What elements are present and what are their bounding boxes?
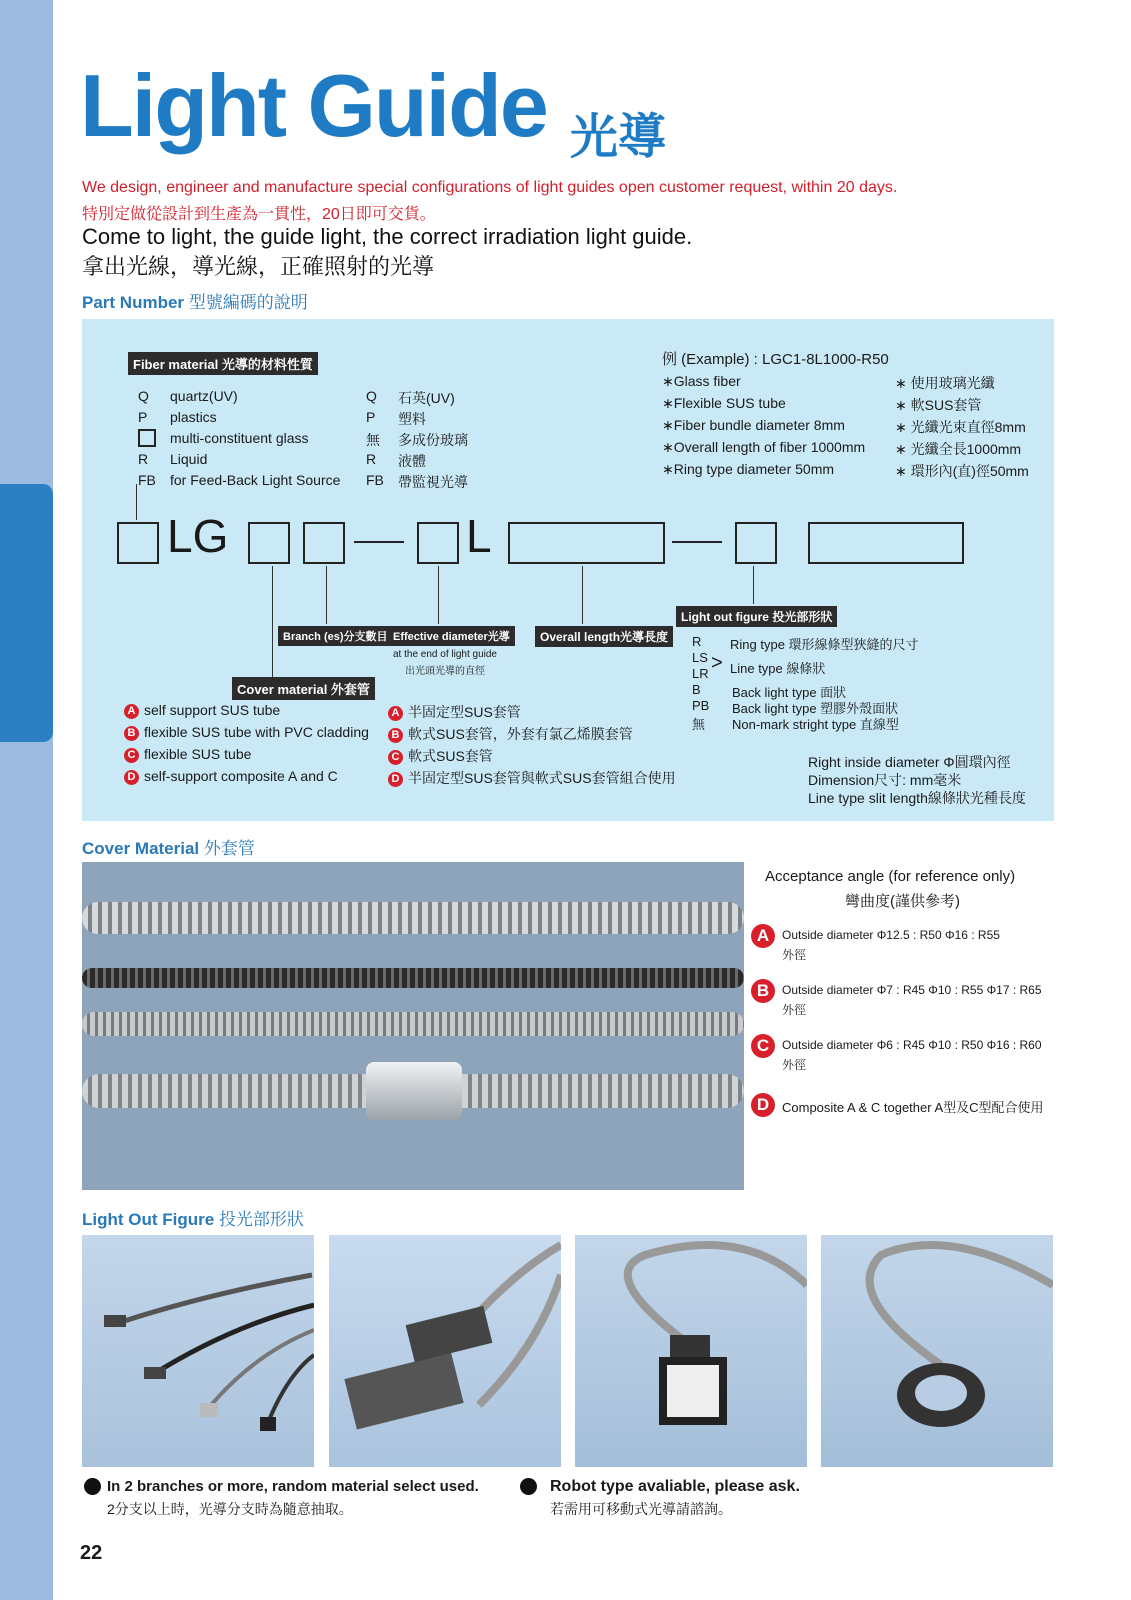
- page-number: 22: [80, 1542, 103, 1564]
- fiber-code2-q: Q: [366, 388, 377, 404]
- note-2-zh: 若需用可移動式光導請諮詢。: [550, 1501, 732, 1517]
- example-en-4: ∗Overall length of fiber 1000mm: [662, 439, 866, 455]
- accept-title-zh: 彎曲度(謹供參考): [845, 893, 960, 910]
- fiber-code2-none: 無: [366, 432, 380, 448]
- effective-diameter-label: Effective diameter光導: [388, 626, 515, 646]
- photo-line-type: [329, 1235, 561, 1467]
- fiber-zh-fb: 帶監視光導: [398, 474, 468, 490]
- example-en-5: ∗Ring type diameter 50mm: [662, 461, 835, 477]
- accept-title: Acceptance angle (for reference only): [765, 868, 1016, 885]
- mark-c-icon: C: [124, 748, 139, 763]
- overall-length-label: Overall length光導長度: [535, 626, 673, 647]
- cover-row-c-zh: C 軟式SUS套管: [388, 746, 493, 766]
- cover-material-heading: Cover Material 外套管: [82, 839, 255, 858]
- code-box-branch: [303, 522, 345, 564]
- code-box-lightout: [735, 522, 777, 564]
- example-title: 例 (Example) : LGC1-8L1000-R50: [662, 351, 889, 368]
- tagline-zh: 拿出光線，導光線，正確照射的光導: [82, 254, 435, 279]
- example-en-3: ∗Fiber bundle diameter 8mm: [662, 417, 845, 433]
- intro-en: We design, engineer and manufacture special configurations of light guides open customer request, within 20 days.: [82, 179, 898, 196]
- mark-d-icon: D: [751, 1093, 775, 1117]
- tube-c: [82, 1012, 744, 1036]
- mark-d-icon: D: [124, 770, 139, 785]
- fiber-code2-fb: FB: [366, 472, 384, 488]
- fiber-zh-r: 液體: [398, 453, 426, 469]
- code-dash-1: [354, 541, 404, 543]
- accept-c-line2: 外徑: [782, 1058, 807, 1072]
- cover-row-a-zh: A 半固定型SUS套管: [388, 702, 521, 722]
- tube-b: [82, 968, 744, 988]
- fiber-en-p: plastics: [170, 409, 217, 425]
- fiber-en-r: Liquid: [170, 451, 208, 467]
- fiber-code2-p: P: [366, 409, 376, 425]
- cover-row-d: D self-support composite A and C: [124, 768, 338, 785]
- photo-back-light: [575, 1235, 807, 1467]
- code-lg: LG: [167, 510, 229, 562]
- page-title: Light Guide: [80, 56, 547, 155]
- bullet-icon: [84, 1478, 101, 1495]
- code-box-cover: [248, 522, 290, 564]
- cover-connector-line: [272, 566, 273, 678]
- note-1-en: In 2 branches or more, random material select used.: [107, 1478, 479, 1495]
- mark-a-icon: A: [751, 924, 775, 948]
- code-box-diameter: [417, 522, 459, 564]
- cover-row-a: A self support SUS tube: [124, 702, 280, 719]
- lightout-text-b: Back light type 面狀: [732, 685, 847, 700]
- fiber-code2-r: R: [366, 451, 377, 467]
- mark-b-icon: B: [388, 728, 403, 743]
- length-connector-line: [582, 566, 583, 624]
- fiber-material-label: Fiber material 光導的材料性質: [128, 352, 318, 375]
- lightout-code-r: R: [692, 634, 702, 649]
- accept-a-line1: Outside diameter Φ12.5 : R50 Φ16 : R55: [782, 928, 1000, 942]
- mark-d-icon: D: [388, 772, 403, 787]
- cover-row-d-zh: D 半固定型SUS套管與軟式SUS套管組合使用: [388, 768, 676, 788]
- ring-type-illustration: [821, 1235, 1053, 1467]
- accept-c-line1: Outside diameter Φ6 : R45 Φ10 : R50 Φ16 : R60: [782, 1038, 1042, 1052]
- mark-b-icon: B: [751, 979, 775, 1003]
- accept-a-line2: 外徑: [782, 948, 807, 962]
- note-1-zh: 2分支以上時，光導分支時為隨意抽取。: [107, 1501, 353, 1517]
- code-dash-2: [672, 541, 722, 543]
- example-en-2: ∗Flexible SUS tube: [662, 395, 786, 411]
- fiber-zh-glass: 多成份玻璃: [398, 432, 468, 448]
- mark-c-icon: C: [751, 1034, 775, 1058]
- example-zh-2: ∗ 軟SUS套管: [895, 397, 982, 413]
- code-box-dimension: [808, 522, 964, 564]
- accept-b-line2: 外徑: [782, 1003, 807, 1017]
- code-l: L: [466, 510, 492, 562]
- fiber-zh-p: 塑料: [398, 411, 426, 427]
- dim-note-3: Line type slit length線條狀光種長度: [808, 790, 1026, 806]
- dim-note-2: Dimension尺寸: mm毫米: [808, 772, 962, 788]
- mark-c-icon: C: [388, 750, 403, 765]
- cover-row-b-zh: B 軟式SUS套管，外套有氯乙烯膜套管: [388, 724, 633, 744]
- lightout-text-none: Non-mark stright type 直線型: [732, 717, 899, 732]
- cover-material-photo: [82, 862, 744, 1190]
- fiber-zh-q: 石英(UV): [398, 390, 455, 406]
- lightout-text-pb: Back light type 塑膠外殼面狀: [732, 701, 899, 716]
- photo-branches: [82, 1235, 314, 1467]
- accept-d-line1: Composite A & C together A型及C型配合使用: [782, 1100, 1044, 1115]
- lightout-code-lr: LR: [692, 666, 709, 681]
- part-number-heading: Part Number 型號編碼的說明: [82, 293, 308, 312]
- tube-a: [82, 902, 744, 934]
- fiber-en-glass: multi-constituent glass: [170, 430, 309, 446]
- lightout-code-ls: LS: [692, 650, 708, 665]
- branch-connector-line: [326, 566, 327, 624]
- branch-label: Branch (es)分支數目: [278, 626, 393, 646]
- lightout-connector-line: [753, 566, 754, 604]
- mark-a-icon: A: [124, 704, 139, 719]
- cover-row-c: C flexible SUS tube: [124, 746, 251, 763]
- example-en-1: ∗Glass fiber: [662, 373, 741, 389]
- page-title-zh: 光導: [570, 111, 667, 164]
- intro-zh: 特別定做從設計到生產為一貫性，20日即可交貨。: [82, 206, 436, 223]
- example-zh-1: ∗ 使用玻璃光纖: [895, 375, 995, 391]
- example-zh-4: ∗ 光纖全長1000mm: [895, 441, 1022, 457]
- side-tab: [0, 484, 53, 742]
- fiber-en-fb: for Feed-Back Light Source: [170, 472, 341, 488]
- example-zh-3: ∗ 光纖光束直徑8mm: [895, 419, 1026, 435]
- code-box-fiber: [117, 522, 159, 564]
- tagline-en: Come to light, the guide light, the correct irradiation light guide.: [82, 224, 693, 249]
- lightout-code-pb: PB: [692, 698, 710, 713]
- back-light-illustration: [575, 1235, 807, 1467]
- dim-note-1: Right inside diameter Φ圓環內徑: [808, 754, 1011, 770]
- line-type-illustration: [329, 1235, 561, 1467]
- cover-material-label: Cover material 外套管: [232, 677, 375, 700]
- fiber-connector-line: [136, 484, 137, 520]
- chevron-right-icon: >: [711, 652, 723, 674]
- diameter-connector-line: [438, 566, 439, 624]
- cover-row-b: B flexible SUS tube with PVC cladding: [124, 724, 369, 741]
- lightout-code-none: 無: [692, 717, 706, 732]
- bullet-icon: [520, 1478, 537, 1495]
- fiber-en-q: quartz(UV): [170, 388, 238, 404]
- effective-note-en: at the end of light guide: [393, 649, 497, 660]
- side-bar: [0, 0, 53, 1600]
- code-box-length: [508, 522, 665, 564]
- example-zh-5: ∗ 環形內(直)徑50mm: [895, 463, 1029, 479]
- blank-code-box: [138, 429, 156, 447]
- lightout-code-b: B: [692, 682, 701, 697]
- tube-coupler: [366, 1062, 462, 1120]
- lightout-text-line: Line type 線條狀: [730, 661, 826, 676]
- photo-ring-type: [821, 1235, 1053, 1467]
- effective-note-zh: 出光頭光導的直徑: [405, 666, 485, 677]
- light-out-figure-label: Light out figure 投光部形狀: [676, 606, 837, 627]
- light-out-figure-heading: Light Out Figure 投光部形狀: [82, 1210, 304, 1229]
- note-2-en: Robot type avaliable, please ask.: [550, 1478, 800, 1495]
- mark-a-icon: A: [388, 706, 403, 721]
- accept-b-line1: Outside diameter Φ7 : R45 Φ10 : R55 Φ17 : R65: [782, 983, 1042, 997]
- branches-illustration: [82, 1235, 314, 1467]
- mark-b-icon: B: [124, 726, 139, 741]
- lightout-text-r: Ring type 環形線條型狹縫的尺寸: [730, 637, 919, 652]
